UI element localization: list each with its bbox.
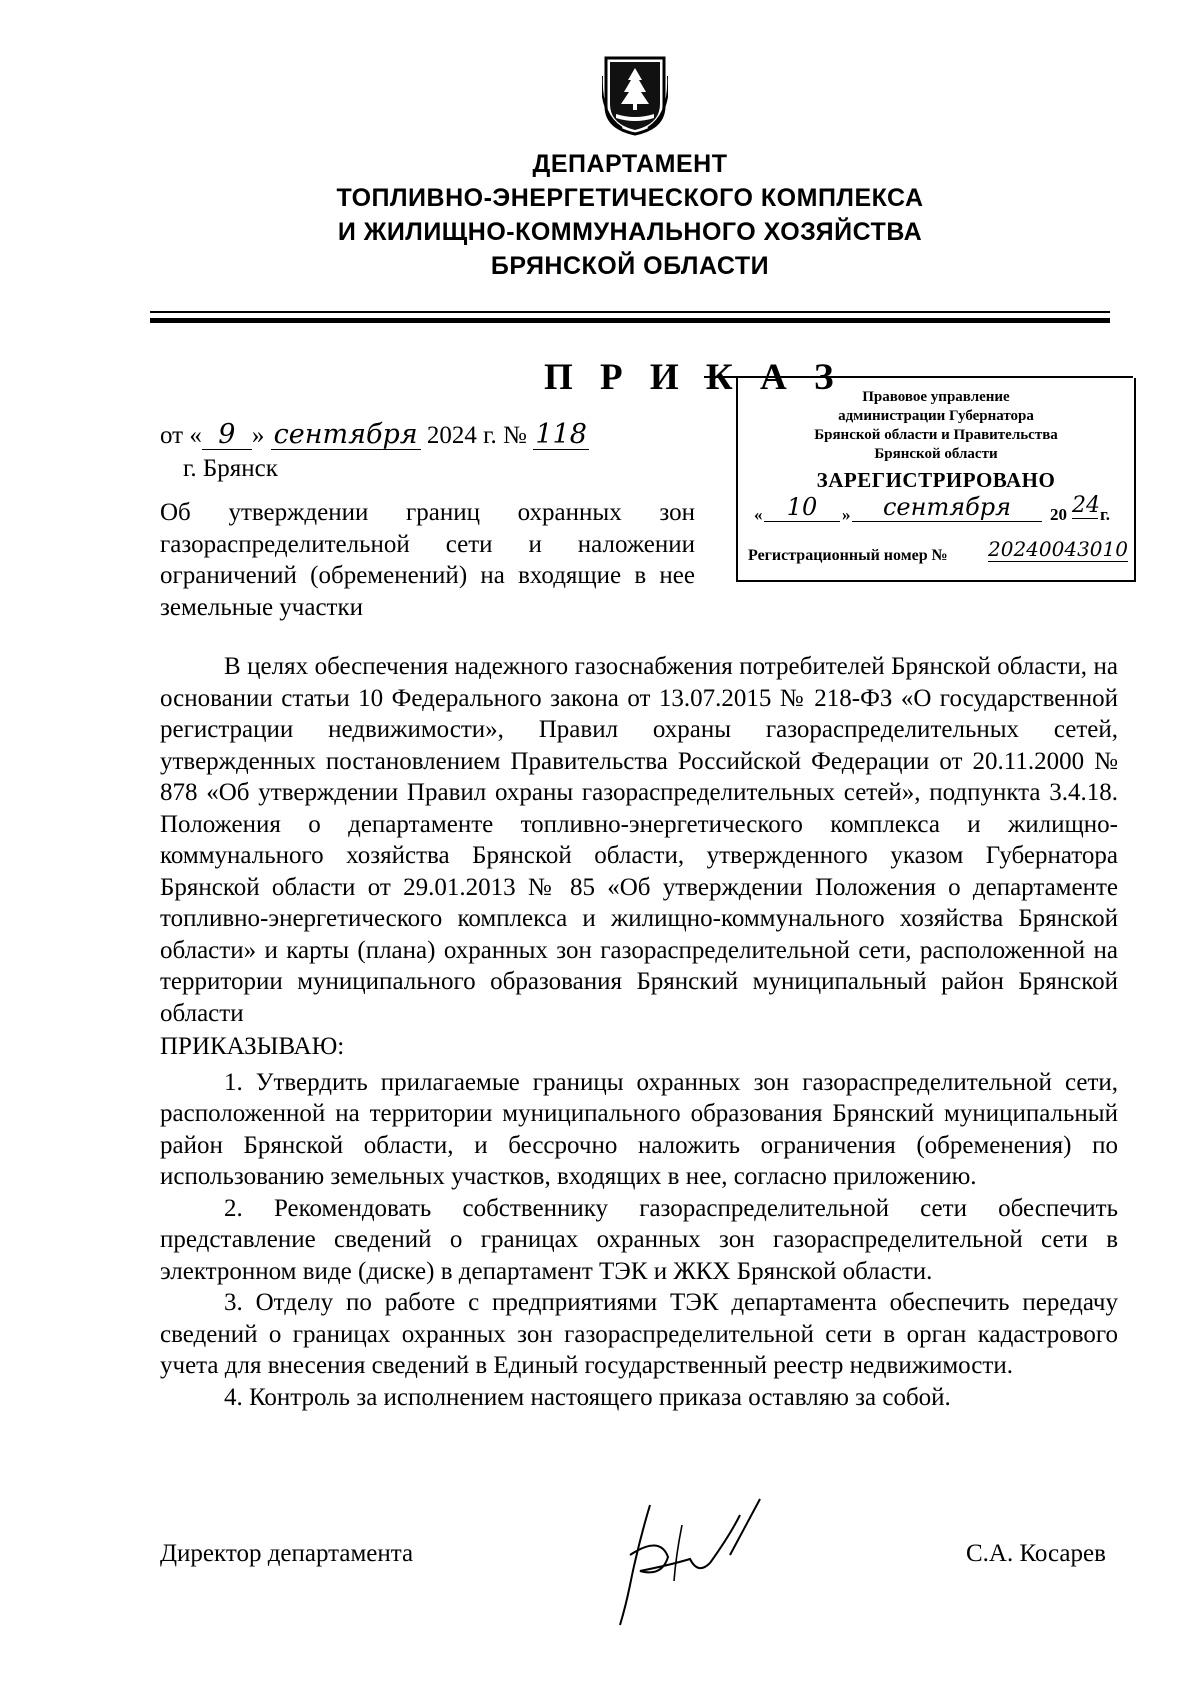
stamp-day: 10 (764, 493, 840, 522)
handwritten-signature (590, 1485, 790, 1635)
stamp-registered-label: ЗАРЕГИСТРИРОВАНО (816, 468, 1056, 492)
stamp-month: сентября (852, 493, 1042, 522)
stamp-year-prefix: 20 (1050, 505, 1067, 524)
stamp-reg-number-label: Регистрационный номер № (748, 547, 948, 564)
order-item-3: 3. Отделу по работе с предприятиями ТЭК департамента обеспечить передачу сведений о границах охранных зон газораспределительной сети в орган кадастрового учета для внесения сведений в Единый государственный реестр недвижимости. (160, 1289, 1118, 1379)
document-title: П Р И К А З (544, 357, 843, 398)
stamp-line-4: Брянской области (874, 446, 998, 462)
preamble-paragraph: В целях обеспечения надежного газоснабжения потребителей Брянской области, на основании статьи 10 Федерального закона от 13.07.2015 № 218-ФЗ «О государственной регистрации недвижимости», Правил охраны газораспределительных сетей, утвержденных постановлением Правительства Российской Федерации от 20.11.2000 № 878 «Об утверждении Правил охраны газораспределительных сетей», подпункта 3.4.18. Положения о департаменте топливно-энергетического комплекса и жилищно-коммунального хозяйства Брянской области, утвержденного указом Губернатора Брянской области от 29.01.2013 № 85 «Об утверждении Положения о департаменте топливно-энергетического комплекса и жилищно-коммунального хозяйства Брянской области» и карты (плана) охранных зон газораспределительной сети, расположенной на территории муниципального образования Брянский муниципальный район Брянской области (160, 653, 1118, 1027)
order-number: 118 (533, 421, 589, 450)
stamp-line-1: Правовое управление (862, 389, 1010, 405)
order-body (160, 651, 1118, 1413)
stamp-year-suffix: 24 (1072, 493, 1100, 518)
stamp-date-row: « 10 » сентября 20 24 г. (754, 493, 1111, 524)
order-command-word: ПРИКАЗЫВАЮ: (160, 1033, 345, 1060)
order-city: г. Брянск (183, 455, 278, 482)
stamp-reg-number-row (738, 537, 1134, 577)
order-date-line (160, 421, 589, 450)
department-name-line-1: ДЕПАРТАМЕНТ (532, 150, 728, 178)
department-name-line-2: ТОПЛИВНО-ЭНЕРГЕТИЧЕСКОГО КОМПЛЕКСА (336, 184, 924, 212)
order-number-label: № (503, 422, 527, 449)
order-item-1: 1. Утвердить прилагаемые границы охранных зон газораспределительной сети, расположенной на территории муниципального образования Брянский муниципальный район Брянской области, и бессрочно наложить ограничения (обременения) по использованию земельных участков, входящих в нее, согласно приложению. (160, 1068, 1118, 1190)
signatory-name: С.А. Косарев (966, 1540, 1106, 1567)
signatory-position: Директор департамента (160, 1540, 414, 1567)
order-item-2: 2. Рекомендовать собственнику газораспределительной сети обеспечить представление сведений о границах охранных зон газораспределительной сети в электронном виде (диске) в департамент ТЭК и ЖКХ Брянской области. (160, 1194, 1118, 1285)
header-rule-thick (150, 318, 1110, 323)
coat-of-arms-emblem (602, 54, 668, 136)
order-subject: Об утверждении границ охранных зон газораспределительной сети и наложении ограничений (обременений) на входящие в нее земельные участки (160, 499, 695, 621)
order-from-label: от « (160, 422, 202, 449)
stamp-top-rule-extension (704, 376, 736, 378)
department-name-line-3: И ЖИЛИЩНО-КОММУНАЛЬНОГО ХОЗЯЙСТВА (337, 218, 923, 246)
stamp-reg-number: 20240043010 (988, 537, 1128, 561)
order-year: 2024 г. (426, 422, 497, 449)
stamp-line-2: администрации Губернатора (838, 408, 1034, 424)
order-quote-close: » (251, 422, 265, 449)
registration-stamp (736, 378, 1136, 582)
stamp-year-tail: г. (1100, 505, 1111, 524)
order-month: сентября (271, 421, 421, 450)
order-item-4: 4. Контроль за исполнением настоящего приказа оставляю за собой. (224, 1383, 951, 1411)
order-day: 9 (202, 421, 252, 450)
stamp-line-3: Брянской области и Правительства (814, 427, 1058, 443)
department-name-line-4: БРЯНСКОЙ ОБЛАСТИ (490, 252, 770, 280)
header-rule-thin (150, 311, 1110, 313)
